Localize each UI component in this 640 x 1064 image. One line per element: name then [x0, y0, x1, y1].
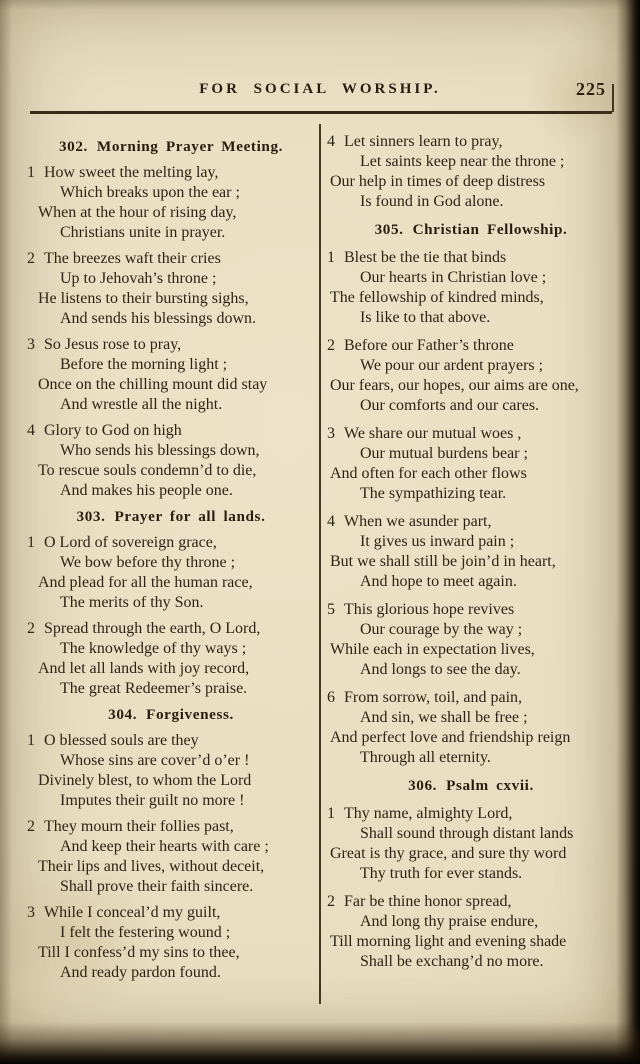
verse-line: Who sends his blessings down,	[60, 442, 260, 459]
stanza-number: 4	[327, 513, 335, 530]
stanza-number: 4	[27, 422, 35, 439]
left-column	[27, 132, 315, 989]
verse-line: And hope to meet again.	[360, 573, 517, 590]
verse-line: The merits of thy Son.	[60, 594, 204, 611]
verse-line: And perfect love and friendship reign	[330, 729, 571, 746]
hymn-number: 304.	[108, 706, 138, 723]
verse-line	[27, 903, 315, 923]
hymn-number: 305.	[374, 221, 404, 238]
hymn-stanza	[27, 903, 315, 983]
verse-line	[327, 132, 615, 152]
hymn-heading	[27, 137, 315, 157]
hymn-stanza	[27, 163, 315, 243]
verse-line: Our comforts and our cares.	[360, 397, 540, 414]
stanza-number: 3	[327, 425, 335, 442]
verse-line: Our courage by the way ;	[360, 621, 523, 638]
stanza-number: 2	[27, 818, 35, 835]
verse-line: Once on the chilling mount did stay	[38, 376, 268, 393]
hymn-stanza	[27, 249, 315, 329]
hymn-number: 306.	[408, 777, 438, 794]
stanza-number: 5	[327, 601, 335, 618]
verse-line: Our fears, our hopes, our aims are one,	[330, 377, 579, 394]
hymn-heading	[27, 705, 315, 725]
hymn-stanza	[327, 688, 615, 768]
verse-line: And wrestle all the night.	[60, 396, 223, 413]
hymn-title: Forgiveness.	[146, 706, 234, 723]
verse-line: Our help in times of deep distress	[330, 173, 546, 190]
stanza-number: 4	[327, 133, 335, 150]
right-column	[327, 132, 615, 980]
hymn-heading	[27, 507, 315, 527]
verse-line	[27, 421, 315, 441]
column-divider-rule	[319, 124, 321, 1004]
verse-text: They mourn their follies past,	[44, 818, 234, 835]
header-tick-rule	[612, 84, 614, 112]
verse-line	[327, 600, 615, 620]
verse-line: Shall be exchang’d no more.	[360, 953, 544, 970]
verse-line	[327, 512, 615, 532]
verse-line: Our hearts in Christian love ;	[360, 269, 547, 286]
verse-line: Through all eternity.	[360, 749, 491, 766]
verse-line	[27, 817, 315, 837]
hymn-stanza	[27, 335, 315, 415]
verse-line: We bow before thy throne ;	[60, 554, 236, 571]
verse-line: When at the hour of rising day,	[38, 204, 237, 221]
verse-line: Which breaks upon the ear ;	[60, 184, 240, 201]
verse-text: O blessed souls are they	[44, 732, 199, 749]
verse-line: And makes his people one.	[60, 482, 233, 499]
hymn-title: Psalm cxvii.	[446, 777, 534, 794]
stanza-number: 1	[27, 732, 35, 749]
hymn-stanza	[327, 600, 615, 680]
hymn-stanza	[327, 132, 615, 212]
hymn-stanza	[27, 421, 315, 501]
text-columns	[27, 132, 619, 1004]
verse-text: Let sinners learn to pray,	[344, 133, 503, 150]
hymn-stanza	[327, 892, 615, 972]
hymn-stanza	[327, 336, 615, 416]
verse-line: Great is thy grace, and sure thy word	[330, 845, 567, 862]
verse-line: Let saints keep near the throne ;	[360, 153, 565, 170]
verse-line: And plead for all the human race,	[38, 574, 253, 591]
page-edge-shadow-left	[0, 0, 12, 1064]
verse-line: Thy truth for ever stands.	[360, 865, 523, 882]
verse-text: Glory to God on high	[44, 422, 182, 439]
page-number: 225	[576, 79, 606, 99]
verse-line: He listens to their bursting sighs,	[38, 290, 249, 307]
verse-line: We pour our ardent prayers ;	[360, 357, 544, 374]
verse-line: The sympathizing tear.	[360, 485, 507, 502]
verse-text: This glorious hope revives	[344, 601, 515, 618]
verse-line: Whose sins are cover’d o’er !	[60, 752, 250, 769]
hymn-stanza	[327, 424, 615, 504]
stanza-number: 6	[327, 689, 335, 706]
verse-line	[327, 688, 615, 708]
header-rule	[30, 111, 612, 114]
verse-text: The breezes waft their cries	[44, 250, 221, 267]
hymn-stanza	[327, 248, 615, 328]
verse-text: Far be thine honor spread,	[344, 893, 512, 910]
verse-line	[27, 249, 315, 269]
verse-text: From sorrow, toil, and pain,	[344, 689, 523, 706]
verse-line	[327, 804, 615, 824]
verse-line	[27, 533, 315, 553]
verse-text: While I conceal’d my guilt,	[44, 904, 221, 921]
verse-line: Is like to that above.	[360, 309, 491, 326]
verse-line: And sends his blessings down.	[60, 310, 257, 327]
verse-line: And sin, we shall be free ;	[360, 709, 528, 726]
verse-text: Spread through the earth, O Lord,	[44, 620, 261, 637]
verse-line	[27, 163, 315, 183]
stanza-number: 3	[27, 904, 35, 921]
verse-text: O Lord of sovereign grace,	[44, 534, 217, 551]
verse-line	[27, 619, 315, 639]
verse-line: Till I confess’d my sins to thee,	[38, 944, 240, 961]
stanza-number: 2	[327, 893, 335, 910]
hymn-title: Morning Prayer Meeting.	[96, 138, 284, 155]
verse-line	[27, 731, 315, 751]
verse-line: The great Redeemer’s praise.	[60, 680, 248, 697]
verse-text: How sweet the melting lay,	[44, 164, 219, 181]
stanza-number: 1	[27, 534, 35, 551]
verse-line: Their lips and lives, without deceit,	[38, 858, 265, 875]
hymn-stanza	[27, 533, 315, 613]
verse-line: And ready pardon found.	[60, 964, 221, 981]
verse-line: Christians unite in prayer.	[60, 224, 226, 241]
verse-line: The fellowship of kindred minds,	[330, 289, 544, 306]
verse-text: Before our Father’s throne	[344, 337, 514, 354]
hymn-stanza	[27, 817, 315, 897]
stanza-number: 1	[327, 249, 335, 266]
verse-line: It gives us inward pain ;	[360, 533, 515, 550]
stanza-number: 2	[27, 250, 35, 267]
verse-line: Our mutual burdens bear ;	[360, 445, 528, 462]
stanza-number: 1	[27, 164, 35, 181]
hymn-stanza	[27, 619, 315, 699]
running-title: FOR SOCIAL WORSHIP.	[199, 81, 441, 97]
verse-line: And keep their hearts with care ;	[60, 838, 269, 855]
hymn-title: Prayer for all lands.	[114, 508, 266, 525]
hymn-stanza	[27, 731, 315, 811]
hymn-stanza	[327, 804, 615, 884]
verse-line: Is found in God alone.	[360, 193, 504, 210]
page-edge-shadow-top	[0, 0, 640, 10]
verse-line: The knowledge of thy ways ;	[60, 640, 247, 657]
stanza-number: 1	[327, 805, 335, 822]
stanza-number: 3	[27, 336, 35, 353]
verse-line: Shall sound through distant lands	[360, 825, 574, 842]
hymn-stanza	[327, 512, 615, 592]
hymn-number: 302.	[58, 138, 88, 155]
verse-line: Up to Jehovah’s throne ;	[60, 270, 217, 287]
verse-line: Before the morning light ;	[60, 356, 228, 373]
page-header	[28, 79, 612, 105]
verse-line: And long thy praise endure,	[360, 913, 539, 930]
verse-line: And let all lands with joy record,	[38, 660, 250, 677]
verse-line: I felt the festering wound ;	[60, 924, 231, 941]
verse-text: When we asunder part,	[344, 513, 492, 530]
stanza-number: 2	[27, 620, 35, 637]
verse-line: Imputes their guilt no more !	[60, 792, 245, 809]
verse-line: Shall prove their faith sincere.	[60, 878, 254, 895]
verse-line	[327, 336, 615, 356]
verse-line: Till morning light and evening shade	[330, 933, 567, 950]
verse-text: We share our mutual woes ,	[344, 425, 522, 442]
verse-text: Blest be the tie that binds	[344, 249, 507, 266]
verse-line	[327, 248, 615, 268]
verse-line	[327, 424, 615, 444]
hymn-heading	[327, 776, 615, 796]
verse-text: Thy name, almighty Lord,	[344, 805, 513, 822]
verse-line: Divinely blest, to whom the Lord	[38, 772, 252, 789]
verse-line: To rescue souls condemn’d to die,	[38, 462, 257, 479]
verse-line: But we shall still be join’d in heart,	[330, 553, 556, 570]
verse-line: While each in expectation lives,	[330, 641, 535, 658]
verse-line	[327, 892, 615, 912]
hymn-number: 303.	[76, 508, 106, 525]
verse-line: And longs to see the day.	[360, 661, 521, 678]
stanza-number: 2	[327, 337, 335, 354]
page-edge-shadow-bottom	[0, 1022, 640, 1064]
hymn-heading	[327, 220, 615, 240]
verse-line	[27, 335, 315, 355]
hymn-title: Christian Fellowship.	[412, 221, 568, 238]
verse-text: So Jesus rose to pray,	[44, 336, 182, 353]
page-edge-shadow-right	[616, 0, 640, 1064]
verse-line: And often for each other flows	[330, 465, 527, 482]
